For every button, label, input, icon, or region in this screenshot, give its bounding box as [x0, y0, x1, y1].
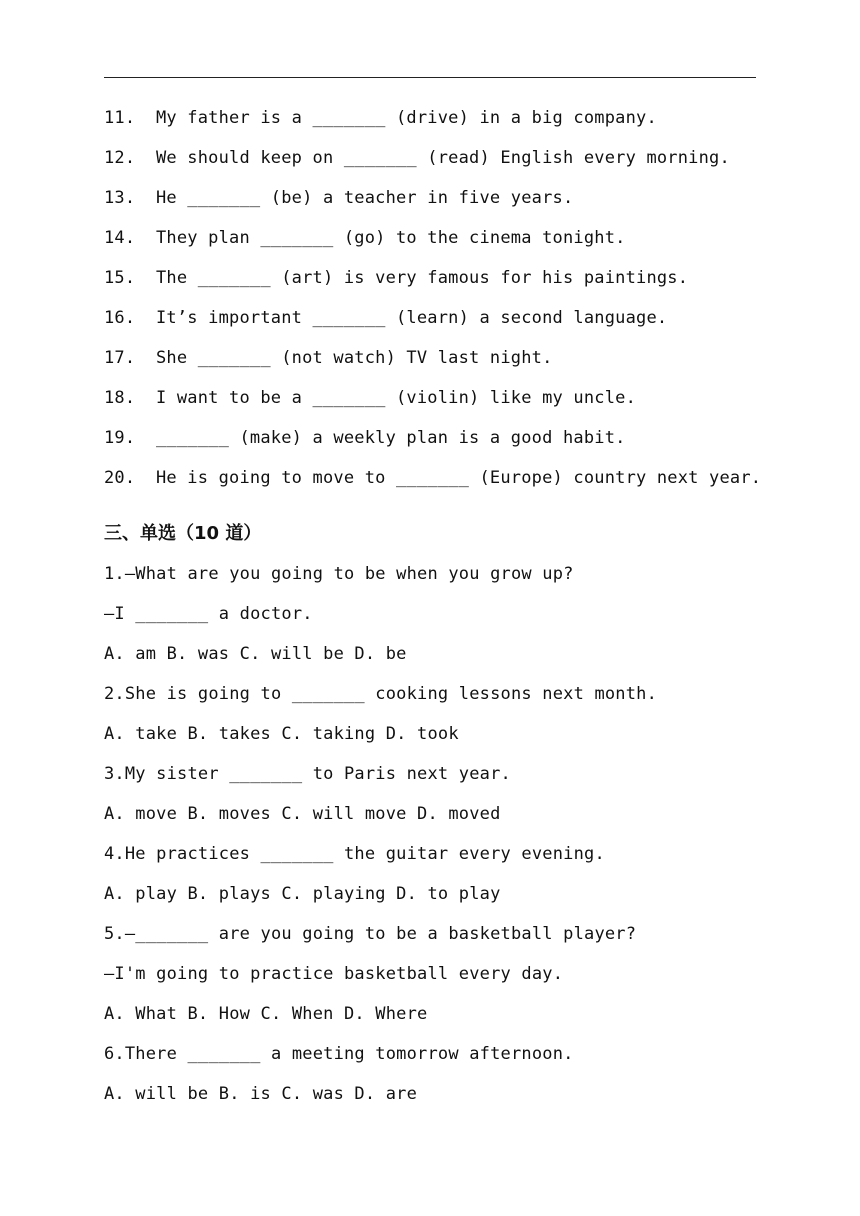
question-number: 12.	[104, 148, 136, 168]
fill-in-list	[104, 98, 764, 498]
worksheet-content	[104, 98, 764, 1114]
question-number: 13.	[104, 188, 136, 208]
question-13	[104, 178, 764, 218]
question-15	[104, 258, 764, 298]
question-16	[104, 298, 764, 338]
question-text: She _______ (not watch) TV last night.	[156, 348, 553, 368]
question-number: 15.	[104, 268, 136, 288]
question-number: 11.	[104, 108, 136, 128]
mcq-options-1: A. am B. was C. will be D. be	[104, 644, 407, 664]
question-18	[104, 378, 764, 418]
question-number: 18.	[104, 388, 136, 408]
mcq-options-2: A. take B. takes C. taking D. took	[104, 724, 459, 744]
mcq-answer-line: —I _______ a doctor.	[104, 604, 313, 624]
question-number: 19.	[104, 428, 136, 448]
question-text: They plan _______ (go) to the cinema tonight.	[156, 228, 626, 248]
mcq-options-4: A. play B. plays C. playing D. to play	[104, 884, 501, 904]
question-17	[104, 338, 764, 378]
question-text: My father is a _______ (drive) in a big company.	[156, 108, 657, 128]
question-14	[104, 218, 764, 258]
mcq-question-4: 4.He practices _______ the guitar every evening.	[104, 844, 605, 864]
question-19	[104, 418, 764, 458]
mcq-options-3: A. move B. moves C. will move D. moved	[104, 804, 501, 824]
question-text: He is going to move to _______ (Europe) country next year.	[156, 468, 762, 488]
question-number: 14.	[104, 228, 136, 248]
section-heading: 三、单选（10 道）	[104, 523, 262, 544]
question-20	[104, 458, 764, 498]
mcq-list	[104, 554, 764, 1114]
header-rule	[104, 77, 756, 78]
question-11	[104, 98, 764, 138]
question-text: It’s important _______ (learn) a second language.	[156, 308, 668, 328]
mcq-question-1: 1.—What are you going to be when you grow up?	[104, 564, 574, 584]
question-text: We should keep on _______ (read) English every morning.	[156, 148, 730, 168]
mcq-options-5: A. What B. How C. When D. Where	[104, 1004, 428, 1024]
question-number: 17.	[104, 348, 136, 368]
mcq-question-3: 3.My sister _______ to Paris next year.	[104, 764, 511, 784]
mcq-question-6: 6.There _______ a meeting tomorrow afternoon.	[104, 1044, 574, 1064]
mcq-question-2: 2.She is going to _______ cooking lessons next month.	[104, 684, 658, 704]
mcq-question-5: 5.—_______ are you going to be a basketball player?	[104, 924, 637, 944]
question-text: He _______ (be) a teacher in five years.	[156, 188, 574, 208]
question-12	[104, 138, 764, 178]
question-text: _______ (make) a weekly plan is a good habit.	[156, 428, 626, 448]
question-text: I want to be a _______ (violin) like my uncle.	[156, 388, 637, 408]
question-number: 20.	[104, 468, 136, 488]
mcq-options-6: A. will be B. is C. was D. are	[104, 1084, 418, 1104]
question-number: 16.	[104, 308, 136, 328]
question-text: The _______ (art) is very famous for his paintings.	[156, 268, 689, 288]
mcq-answer-line: —I'm going to practice basketball every day.	[104, 964, 564, 984]
